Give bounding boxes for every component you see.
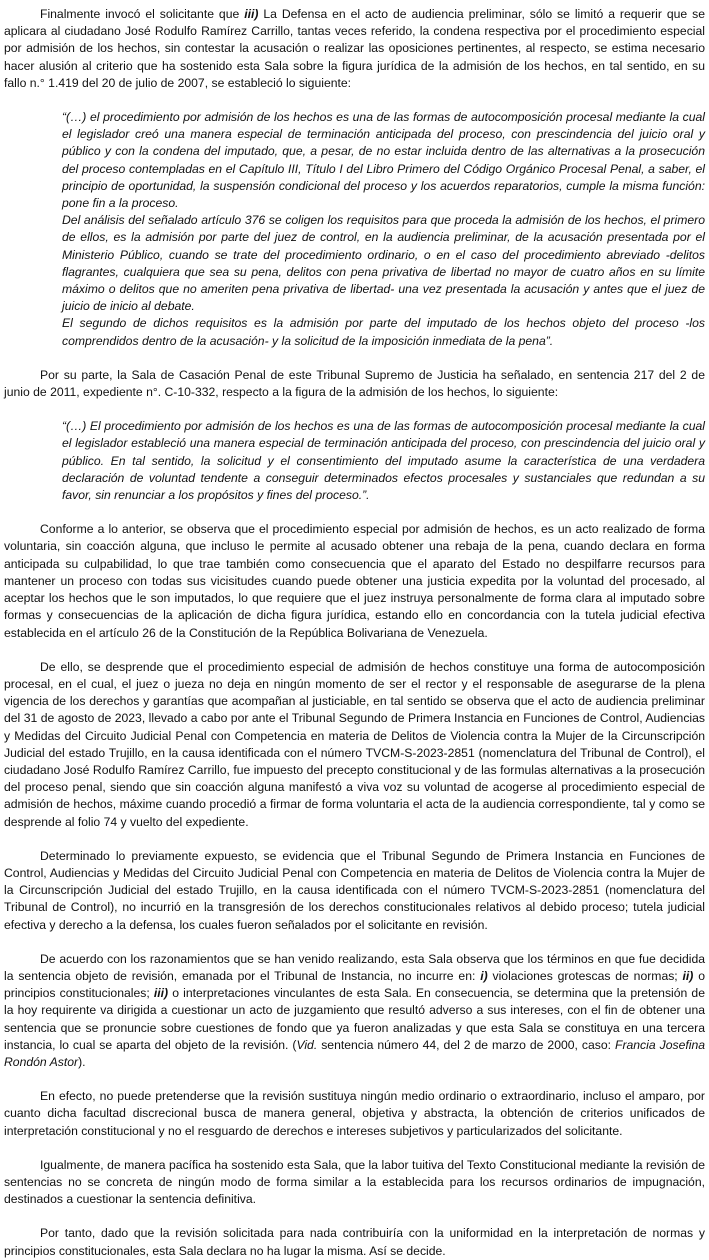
- vid-citation: Vid.: [296, 1037, 318, 1052]
- paragraph-9: Por tanto, dado que la revisión solicitada para nada contribuiría con la uniformidad en la interpretación de normas y principios constitucionales, esta Sala declara no ha lugar la misma. Así se decide.: [4, 1226, 705, 1258]
- paragraph-1: Finalmente invocó el solicitante que iii) La Defensa en el acto de audiencia preliminar, sólo se limitó a requerir que se aplicara al ciudadano José Rodulfo Ramírez Carrillo, tantas veces referido, la condena respectiva por el procedimiento especial por admisión de los hechos, sin contestar la acusación o realizar las oposiciones pertinentes, al respecto, se estima necesario hacer alusión al criterio que ha sostenido esta Sala sobre la figura jurídica de la admisión de los hechos, en tal sentido, en su fallo n.° 1.419 del 20 de julio de 2007, se estableció lo siguiente:: [4, 7, 705, 90]
- paragraph-3: Conforme a lo anterior, se observa que el procedimiento especial por admisión de hechos, es un acto realizado de forma voluntaria, sin coacción alguna, que incluso le permite al acusado obtener una rebaja de la pena, cuando declara en forma anticipada su culpabilidad, lo que trae también como consecuencia que el aparato del Estado no despilfarre recursos para mantener un proceso con todas sus vicisitudes cuando puede obtener una justicia expedita por la voluntad del procesado, al aceptar los hechos que le son imputados, lo que requiere que el juez instruya personalmente de forma clara al imputado sobre formas y consecuencias de la aplicación de dicha figura jurídica, estando ello en concordancia con la tutela judicial efectiva establecida en el artículo 26 de la Constitución de la República Bolivariana de Venezuela.: [4, 522, 705, 640]
- marker-iii: iii): [244, 7, 259, 21]
- paragraph-6: De acuerdo con los razonamientos que se han venido realizando, esta Sala observa que los términos en que fue decidida la sentencia objeto de revisión, emanada por el Tribunal de Instancia, no incurre en: i) violaciones grotescas de normas; ii) o principios constitucionales; iii) o interpretaciones vinculantes de esta Sala. En consecuencia, se determina que la pretensión de la hoy requirente va dirigida a cuestionar un acto de juzgamiento que resultó adverso a sus intereses, con el fin de obtener una sentencia que se pronuncie sobre cuestiones de fondo que ya fueron analizadas y que esta Sala se constituya en una tercera instancia, lo cual se aparta del objeto de la revisión. (Vid. sentencia número 44, del 2 de marzo de 2000, caso: Francia Josefina Rondón Astor).: [4, 951, 706, 1069]
- marker-ii: ii): [682, 968, 694, 983]
- quote-2-para-1: “(…) El procedimiento por admisión de los hechos es una de las formas de autocomposición procesal mediante la cual el legislador estableció una manera especial de terminación anticipada del proceso, con prescindencia del juicio oral y público. En tal sentido, la solicitud y el consentimiento del imputado asume la característica de una verdadera declaración de voluntad tendente a conseguir determinados efectos procesales y sustanciales que redundan a su favor, sin renunciar a los propósitos y fines del proceso.”.: [62, 419, 705, 503]
- quote-1-para-3: El segundo de dichos requisitos es la admisión por parte del imputado de los hechos objeto del proceso -los comprendidos dentro de la acusación- y la solicitud de la imposición inmediata de la pena”.: [62, 316, 705, 348]
- paragraph-8: Igualmente, de manera pacífica ha sostenido esta Sala, que la labor tuitiva del Texto Constitucional mediante la revisión de sentencias no se concreta de ningún modo de forma similar a la establecida para los recursos ordinarios de impugnación, destinados a cuestionar la sentencia definitiva.: [4, 1157, 705, 1207]
- paragraph-5: Determinado lo previamente expuesto, se evidencia que el Tribunal Segundo de Primera Instancia en Funciones de Control, Audiencias y Medidas del Circuito Judicial Penal con Competencia en materia de Delitos de Violencia contra la Mujer de la Circunscripción Judicial del estado Trujillo, en la causa identificada con el número TVCM-S-2023-2851 (nomenclatura del Tribunal de Control), no incurrió en la transgresión de los derechos constitucionales relativos al debido proceso; tutela judicial efectiva y derecho a la defensa, los cuales fueron señalados por el solicitante en revisión.: [4, 848, 705, 932]
- marker-i: i): [480, 968, 488, 983]
- paragraph-2: Por su parte, la Sala de Casación Penal de este Tribunal Supremo de Justicia ha señalado, en sentencia 217 del 2 de junio de 2011, expediente n°. C-10-332, respecto a la figura de la admisión de los hechos, lo siguiente:: [4, 367, 705, 400]
- paragraph-7: En efecto, no puede pretenderse que la revisión sustituya ningún medio ordinario o extraordinario, incluso el amparo, por cuanto dicha facultad discrecional busca de manera general, objetiva y abstracta, la obtención de criterios unificados de interpretación constitucional y no el resguardo de derechos e intereses subjetivos y particularizados del solicitante.: [4, 1089, 705, 1138]
- block-quote-2: [62, 418, 705, 504]
- block-quote-1: [62, 109, 705, 350]
- case-name: Francia Josefina Rondón Astor: [4, 1037, 706, 1069]
- paragraph-4: De ello, se desprende que el procedimiento especial de admisión de hechos constituye una forma de autocomposición procesal, en el cual, el juez o jueza no deja en ningún momento de ser el rector y el responsable de asegurarse de la plena vigencia de los derechos y garantías que acompañan al justiciable, en tal sentido se observa que el acto de audiencia preliminar del 31 de agosto de 2023, llevado a cabo por ante el Tribunal Segundo de Primera Instancia en Funciones de Control, Audiencias y Medidas del Circuito Judicial Penal con Competencia en materia de Delitos de Violencia contra la Mujer de la Circunscripción Judicial del estado Trujillo, en la causa identificada con el número TVCM-S-2023-2851 (nomenclatura del Tribunal de Control), el ciudadano José Rodulfo Ramírez Carrillo, fue impuesto del precepto constitucional y de las formulas alternativas a la prosecución del proceso penal, siendo que sin coacción alguna manifestó a viva voz su voluntad de acogerse al procedimiento especial de admisión de hechos, máxime cuando procedió a firmar de forma voluntaria el acta de la audiencia correspondiente, tal y como se desprende al folio 74 y vuelto del expediente.: [4, 659, 705, 829]
- quote-1-para-2: Del análisis del señalado artículo 376 se coligen los requisitos para que proceda la admisión de los hechos, el primero de ellos, es la admisión por parte del juez de control, en la audiencia preliminar, de la acusación presentada por el Ministerio Público, cuando se trate del procedimiento ordinario, o en el caso del procedimiento abreviado -delitos flagrantes, cualquiera que sea su pena, delitos con pena privativa de libertad no mayor de cuatro años en su límite máximo o delitos que no ameriten pena privativa de libertad- una vez presentada la acusación y antes que el juez de juicio de inicio al debate.: [62, 213, 705, 314]
- quote-1-para-1: “(…) el procedimiento por admisión de los hechos es una de las formas de autocomposición procesal mediante la cual el legislador creó una manera especial de terminación anticipada del proceso, con prescindencia del juicio oral y público y con la condena del imputado, que, a pesar, de no estar incluida dentro de las alternativas a la prosecución del proceso contempladas en el Capítulo III, Título I del Libro Primero del Código Orgánico Procesal Penal, a saber, el principio de oportunidad, la suspensión condicional del proceso y los acuerdos reparatorios, cumple la misma función: pone fin a la proceso.: [62, 110, 705, 211]
- marker-iii-2: iii): [153, 986, 169, 1001]
